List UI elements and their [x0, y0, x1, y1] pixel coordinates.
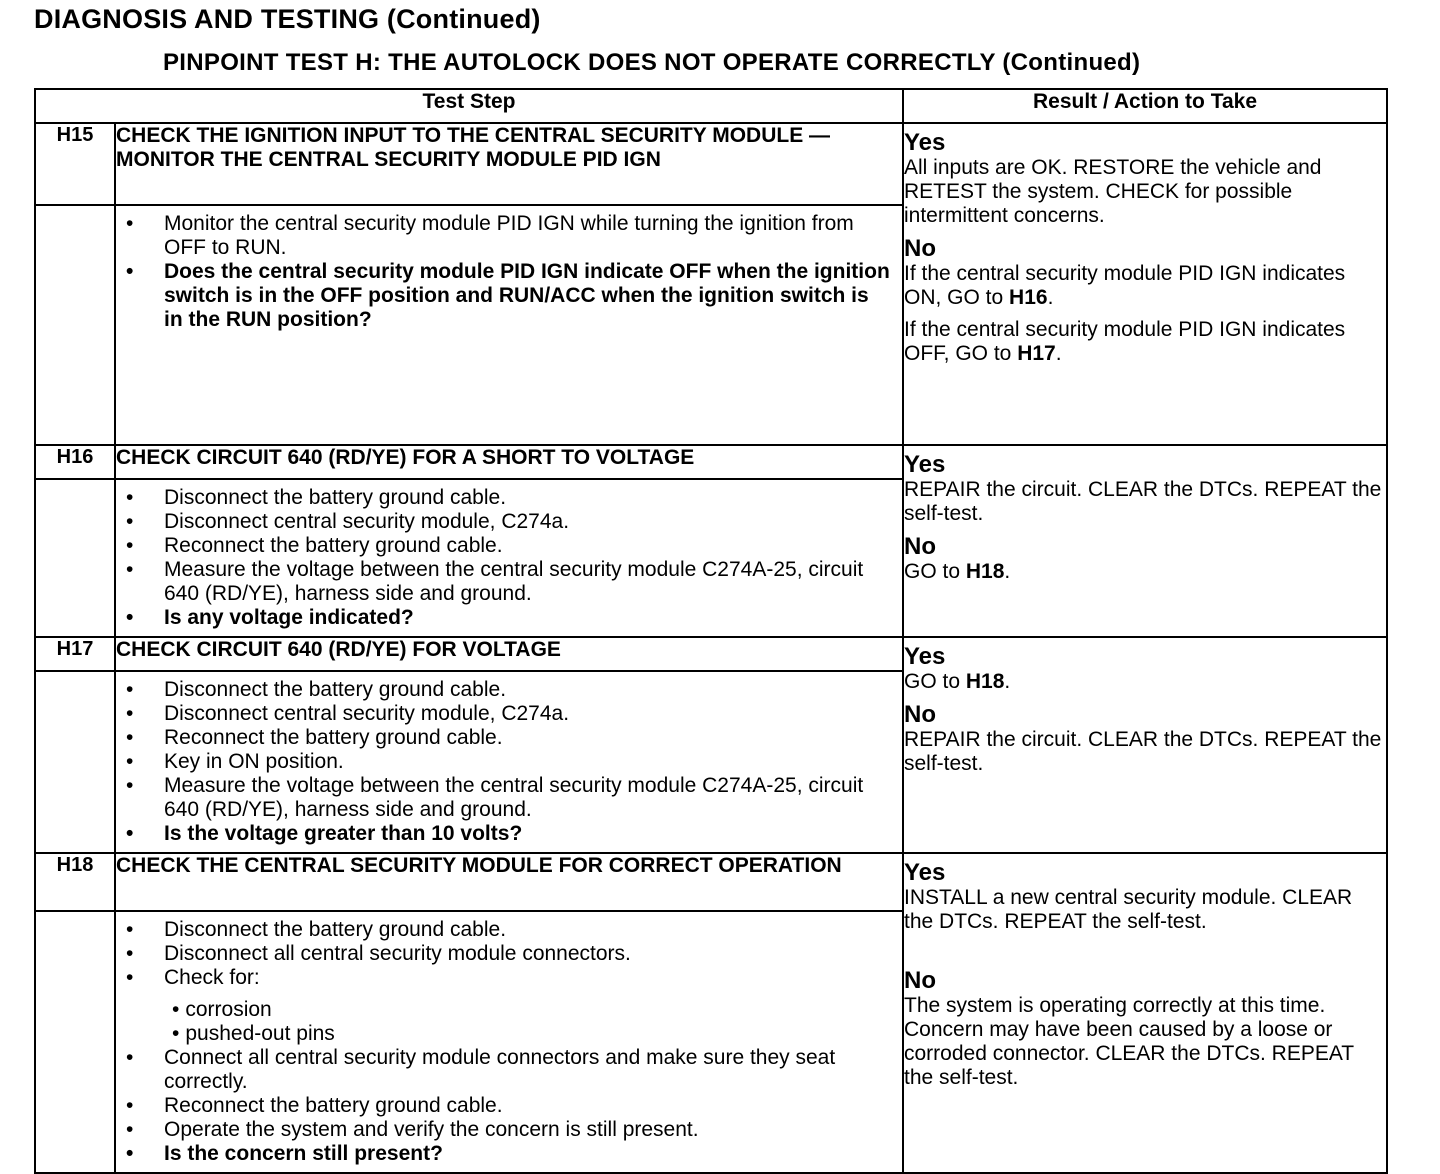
list-item: • Disconnect all central security module connectors. — [164, 942, 892, 966]
step-body — [115, 671, 903, 853]
list-item: • Connect all central security module connectors and make sure they seat correctly. — [164, 1046, 892, 1094]
no-action-alt: If the central security module PID IGN indicates OFF, GO to H17. — [904, 318, 1346, 365]
no-label: No — [904, 533, 936, 560]
table-header-row — [35, 89, 1387, 123]
no-action: If the central security module PID IGN indicates ON, GO to H16. — [904, 262, 1346, 309]
step-result — [903, 445, 1387, 637]
list-item: • Reconnect the battery ground cable. — [164, 1094, 892, 1118]
no-label: No — [904, 235, 936, 262]
yes-action: REPAIR the circuit. CLEAR the DTCs. REPEAT the self-test. — [904, 478, 1382, 525]
test-question: • Does the central security module PID IGN indicate OFF when the ignition switch is in the OFF position and RUN/ACC when the ignition switch is in the RUN position? — [164, 260, 892, 332]
step-result — [903, 123, 1387, 445]
list-item: • Check for: • corrosion • pushed-out pins — [164, 966, 892, 1046]
list-item: • Disconnect the battery ground cable. — [164, 678, 892, 702]
no-label: No — [904, 967, 936, 994]
list-item: • Reconnect the battery ground cable. — [164, 726, 892, 750]
test-question: • Is any voltage indicated? — [164, 606, 892, 630]
step-id: H18 — [35, 853, 115, 911]
step-heading: CHECK CIRCUIT 640 (RD/YE) FOR VOLTAGE — [115, 637, 903, 671]
test-step-header: Test Step — [35, 89, 903, 123]
list-item: • Disconnect the battery ground cable. — [164, 486, 892, 510]
step-result — [903, 637, 1387, 853]
list-item: • Disconnect central security module, C274a. — [164, 702, 892, 726]
step-id: H15 — [35, 123, 115, 205]
step-heading: CHECK THE CENTRAL SECURITY MODULE FOR CORRECT OPERATION — [115, 853, 903, 911]
step-body — [115, 205, 903, 445]
test-question: • Is the concern still present? — [164, 1142, 892, 1166]
yes-action: All inputs are OK. RESTORE the vehicle and RETEST the system. CHECK for possible intermittent concerns. — [904, 156, 1322, 227]
list-item: • Key in ON position. — [164, 750, 892, 774]
step-body — [115, 911, 903, 1173]
no-action: The system is operating correctly at this time. Concern may have been caused by a loose or corroded connector. CLEAR the DTCs. REPEAT the self-test. — [904, 994, 1354, 1089]
yes-label: Yes — [904, 129, 946, 156]
step-row-h15 — [35, 123, 1387, 205]
pinpoint-test-table — [34, 88, 1388, 1174]
result-header: Result / Action to Take — [903, 89, 1387, 123]
step-reference: H17 — [1017, 342, 1056, 365]
yes-label: Yes — [904, 643, 946, 670]
page-title: DIAGNOSIS AND TESTING (Continued) — [34, 4, 541, 34]
check-for-list — [164, 998, 892, 1046]
step-reference: H18 — [965, 560, 1005, 583]
step-id: H16 — [35, 445, 115, 479]
list-item: • Monitor the central security module PID IGN while turning the ignition from OFF to RUN. — [164, 212, 892, 260]
list-item: • Reconnect the battery ground cable. — [164, 534, 892, 558]
step-row-h18 — [35, 853, 1387, 911]
list-item: • Measure the voltage between the central security module C274A-25, circuit 640 (RD/YE), harness side and ground. — [164, 774, 892, 822]
step-row-h17 — [35, 637, 1387, 671]
no-action: GO to H18. — [904, 560, 1011, 583]
step-row-h16 — [35, 445, 1387, 479]
yes-label: Yes — [904, 859, 946, 886]
no-label: No — [904, 701, 936, 728]
pinpoint-test-title: PINPOINT TEST H: THE AUTOLOCK DOES NOT OPERATE CORRECTLY (Continued) — [163, 49, 1141, 76]
step-body — [115, 479, 903, 637]
step-reference: H16 — [1009, 286, 1048, 309]
test-question: • Is the voltage greater than 10 volts? — [164, 822, 892, 846]
step-heading: CHECK THE IGNITION INPUT TO THE CENTRAL SECURITY MODULE — MONITOR THE CENTRAL SECURITY MODULE PID IGN — [115, 123, 903, 205]
yes-action: INSTALL a new central security module. CLEAR the DTCs. REPEAT the self-test. — [904, 886, 1353, 933]
list-item: • Disconnect central security module, C274a. — [164, 510, 892, 534]
list-item: • Operate the system and verify the concern is still present. — [164, 1118, 892, 1142]
step-heading: CHECK CIRCUIT 640 (RD/YE) FOR A SHORT TO VOLTAGE — [115, 445, 903, 479]
list-item: • Disconnect the battery ground cable. — [164, 918, 892, 942]
step-reference: H18 — [965, 670, 1005, 693]
list-item: • Measure the voltage between the central security module C274A-25, circuit 640 (RD/YE), harness side and ground. — [164, 558, 892, 606]
no-action: REPAIR the circuit. CLEAR the DTCs. REPEAT the self-test. — [904, 728, 1382, 775]
yes-action: GO to H18. — [904, 670, 1011, 693]
step-id: H17 — [35, 637, 115, 671]
check-item: • corrosion — [172, 998, 892, 1022]
yes-label: Yes — [904, 451, 946, 478]
step-result — [903, 853, 1387, 1173]
check-item: • pushed-out pins — [172, 1022, 892, 1046]
